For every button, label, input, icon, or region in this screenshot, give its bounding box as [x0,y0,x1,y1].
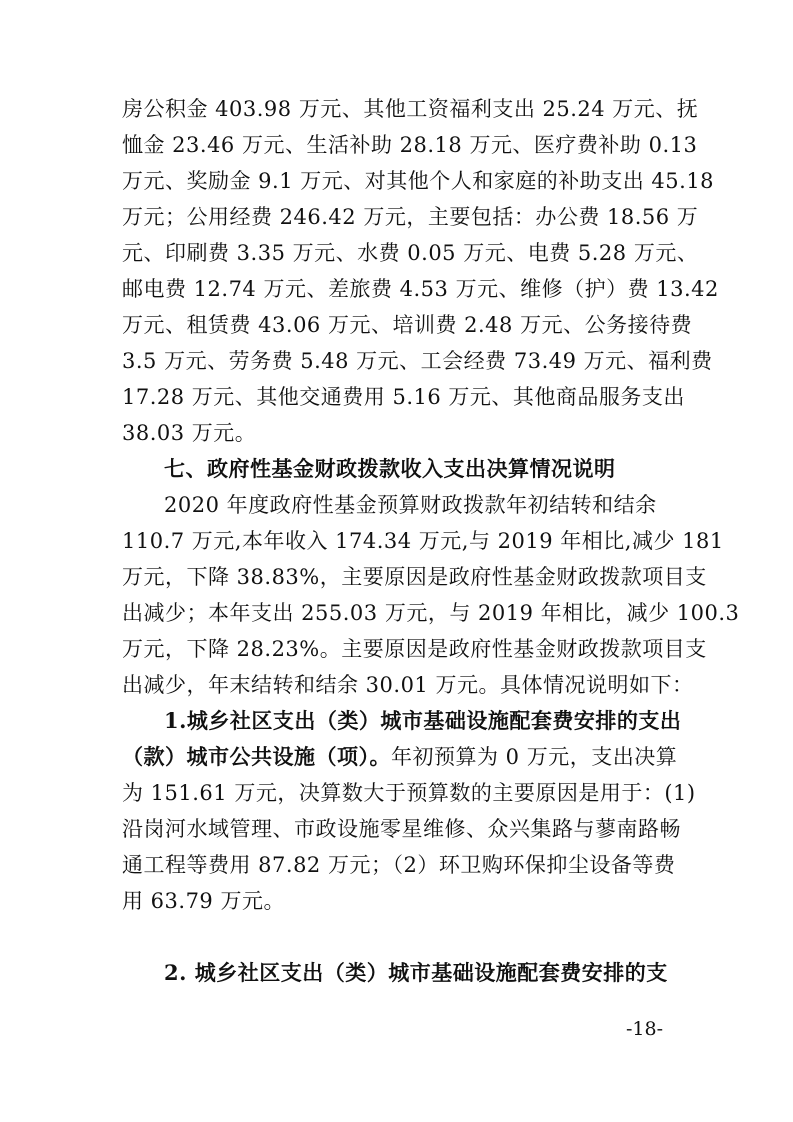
section-heading: 七、政府性基金财政拨款收入支出决算情况说明 [164,456,616,481]
body-text-line: 出减少，年末结转和结余 30.01 万元。具体情况说明如下： [122,673,694,697]
body-text-line: 万元、租赁费 43.06 万元、培训费 2.48 万元、公务接待费 [122,313,693,337]
body-text-line: 万元，下降 28.23%。主要原因是政府性基金财政拨款项目支 [122,637,707,661]
body-text-line: 万元，下降 38.83%，主要原因是政府性基金财政拨款项目支 [122,565,707,589]
item-text: 年初预算为 0 万元，支出决算 [391,745,678,769]
item-heading: 1.城乡社区支出（类）城市基础设施配套费安排的支出 [164,708,682,733]
body-text-line [122,745,677,769]
page-number: -18- [626,1018,664,1040]
body-text-line: 用 63.79 万元。 [122,889,285,913]
body-text-line: 2020 年度政府性基金预算财政拨款年初结转和结余 [164,493,657,517]
body-text-line: 万元、奖励金 9.1 万元、对其他个人和家庭的补助支出 45.18 [122,169,715,193]
body-text-line: 17.28 万元、其他交通费用 5.16 万元、其他商品服务支出 [122,385,685,409]
body-text-line: 为 151.61 万元，决算数大于预算数的主要原因是用于：(1) [122,781,696,805]
body-text-line: 万元；公用经费 246.42 万元，主要包括：办公费 18.56 万 [122,205,699,229]
body-text-line: 沿岗河水域管理、市政设施零星维修、众兴集路与蓼南路畅 [122,817,681,841]
item-heading-continued: （款）城市公共设施（项）。 [122,744,391,769]
body-text-line: 110.7 万元,本年收入 174.34 万元,与 2019 年相比,减少 181 [122,529,724,553]
body-text-line: 元、印刷费 3.35 万元、水费 0.05 万元、电费 5.28 万元、 [122,241,699,265]
item-heading: 2. 城乡社区支出（类）城市基础设施配套费安排的支 [164,960,668,985]
body-text-line: 通工程等费用 87.82 万元；（2）环卫购环保抑尘设备等费 [122,853,676,877]
body-text-line: 邮电费 12.74 万元、差旅费 4.53 万元、维修（护）费 13.42 [122,277,719,301]
body-text-line: 38.03 万元。 [122,421,257,445]
body-text-line: 出减少；本年支出 255.03 万元，与 2019 年相比，减少 100.3 [122,601,740,625]
body-text-line: 恤金 23.46 万元、生活补助 28.18 万元、医疗费补助 0.13 [122,133,698,157]
body-text-line: 3.5 万元、劳务费 5.48 万元、工会经费 73.49 万元、福利费 [122,349,713,373]
body-text-line: 房公积金 403.98 万元、其他工资福利支出 25.24 万元、抚 [122,97,699,121]
